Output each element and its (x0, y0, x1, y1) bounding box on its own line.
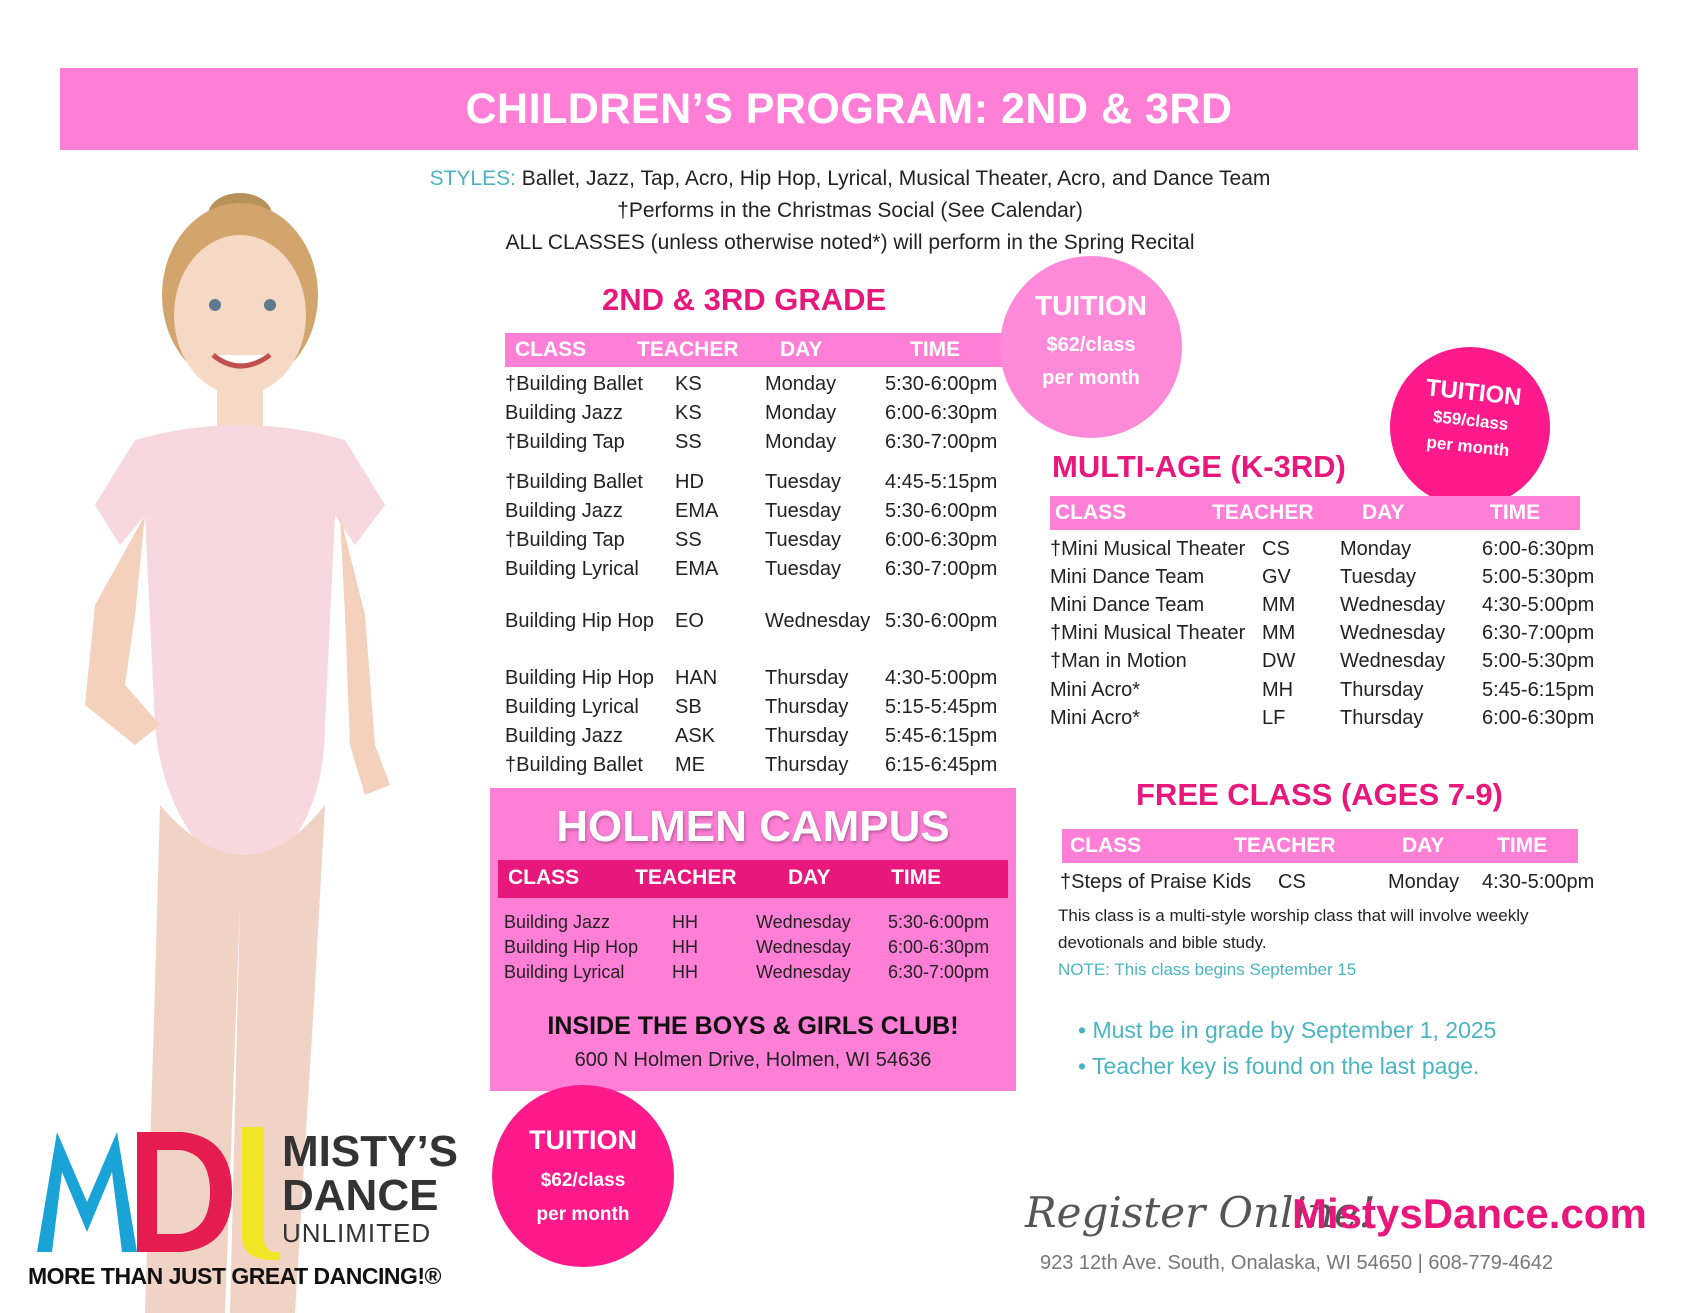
cell-day: Monday (765, 402, 837, 424)
col-time: TIME (1497, 834, 1548, 857)
cell-day: Thursday (765, 725, 849, 747)
col-class: CLASS (1055, 501, 1127, 524)
cell-teacher: MM (1262, 622, 1296, 644)
col-day: DAY (1402, 834, 1445, 857)
col-class: CLASS (515, 338, 587, 361)
cell-time: 6:00-6:30pm (1482, 538, 1595, 560)
col-day: DAY (780, 338, 823, 361)
cell-day: Monday (1388, 871, 1460, 893)
cell-time: 6:30-7:00pm (888, 962, 990, 982)
cell-teacher: MM (1262, 594, 1296, 616)
cell-teacher: HH (672, 937, 698, 957)
cell-time: 5:30-6:00pm (888, 912, 990, 932)
cell-time: 5:00-5:30pm (1482, 566, 1595, 588)
cell-class: †Building Ballet (505, 471, 643, 493)
cell-teacher: HH (672, 912, 698, 932)
bullet-grade: • Must be in grade by September 1, 2025 (1078, 1017, 1497, 1043)
cell-day: Tuesday (1340, 566, 1416, 588)
holmen-title: HOLMEN CAMPUS (556, 802, 950, 851)
cell-class: †Building Ballet (505, 373, 643, 395)
col-teacher: TEACHER (1212, 501, 1314, 524)
cell-class: Building Jazz (505, 402, 623, 424)
cell-class: Building Jazz (505, 500, 623, 522)
col-teacher: TEACHER (637, 338, 739, 361)
col-teacher: TEACHER (635, 866, 737, 889)
cell-day: Wednesday (756, 937, 851, 957)
cell-day: Monday (1340, 538, 1412, 560)
tuition-price: $59/class (1432, 407, 1510, 434)
free-class-description-1: This class is a multi-style worship class that will involve weekly (1058, 906, 1529, 925)
cell-day: Tuesday (765, 471, 841, 493)
tuition-badge-holmen (492, 1085, 674, 1267)
cell-teacher: CS (1262, 538, 1290, 560)
cell-time: 6:00-6:30pm (1482, 707, 1595, 729)
cell-time: 5:30-6:00pm (885, 610, 998, 632)
tuition-label: TUITION (1035, 290, 1147, 321)
col-time: TIME (910, 338, 961, 361)
page-title: CHILDREN’S PROGRAM: 2ND & 3RD (465, 84, 1233, 133)
cell-day: Thursday (765, 754, 849, 776)
register-online: Register Online! (1025, 1188, 1376, 1237)
cell-time: 4:45-5:15pm (885, 471, 998, 493)
cell-day: Thursday (1340, 679, 1424, 701)
tuition-label: TUITION (1424, 374, 1523, 412)
cell-time: 6:30-7:00pm (885, 558, 998, 580)
cell-day: Tuesday (765, 529, 841, 551)
cell-teacher: ME (675, 754, 705, 776)
cell-class: †Mini Musical Theater (1050, 622, 1246, 644)
multi-age-title: MULTI-AGE (K-3RD) (1052, 449, 1346, 484)
cell-time: 6:00-6:30pm (885, 529, 998, 551)
holmen-table-header (498, 860, 1008, 898)
cell-time: 5:15-5:45pm (885, 696, 998, 718)
cell-time: 6:30-7:00pm (1482, 622, 1595, 644)
cell-time: 4:30-5:00pm (1482, 871, 1595, 893)
cell-teacher: HH (672, 962, 698, 982)
cell-day: Wednesday (756, 962, 851, 982)
col-day: DAY (1362, 501, 1405, 524)
cell-class: Building Lyrical (505, 558, 639, 580)
tuition-period: per month (1042, 367, 1140, 389)
free-class-table-header (1062, 829, 1578, 863)
logo-line3: UNLIMITED (282, 1218, 432, 1248)
cell-teacher: GV (1262, 566, 1291, 588)
holmen-location-title: INSIDE THE BOYS & GIRLS CLUB! (547, 1012, 959, 1040)
cell-day: Tuesday (765, 558, 841, 580)
holmen-campus-box (490, 788, 1016, 1091)
cell-class: †Building Ballet (505, 754, 643, 776)
cell-teacher: DW (1262, 650, 1296, 672)
cell-time: 5:30-6:00pm (885, 373, 998, 395)
cell-day: Thursday (1340, 707, 1424, 729)
col-class: CLASS (508, 866, 580, 889)
tuition-price: $62/class (540, 1170, 626, 1191)
christmas-note: †Performs in the Christmas Social (See Calendar) (617, 199, 1083, 222)
styles-text: Ballet, Jazz, Tap, Acro, Hip Hop, Lyrical, Musical Theater, Acro, and Dance Team (515, 167, 1271, 190)
col-time: TIME (1490, 501, 1541, 524)
cell-day: Thursday (765, 696, 849, 718)
tuition-badge-multi (1382, 339, 1558, 515)
cell-time: 6:15-6:45pm (885, 754, 998, 776)
cell-day: Wednesday (1340, 622, 1446, 644)
cell-day: Monday (765, 373, 837, 395)
cell-teacher: MH (1262, 679, 1294, 701)
cell-teacher: EMA (675, 500, 719, 522)
tuition-period: per month (1425, 432, 1511, 461)
cell-teacher: HAN (675, 667, 718, 689)
cell-day: Wednesday (1340, 650, 1446, 672)
tuition-badge-main (1000, 256, 1182, 438)
footer-address: 923 12th Ave. South, Onalaska, WI 54650 | 608-779-4642 (1040, 1252, 1553, 1274)
cell-day: Wednesday (1340, 594, 1446, 616)
cell-class: Mini Acro* (1050, 679, 1141, 701)
cell-time: 6:30-7:00pm (885, 431, 998, 453)
cell-class: Building Hip Hop (505, 610, 654, 632)
cell-class: †Building Tap (505, 529, 625, 551)
cell-teacher: SS (675, 431, 702, 453)
multi-age-table-header (1050, 496, 1580, 530)
cell-time: 6:00-6:30pm (888, 937, 990, 957)
free-class-description-2: devotionals and bible study. (1058, 933, 1267, 952)
cell-class: †Steps of Praise Kids (1060, 871, 1252, 893)
cell-day: Wednesday (765, 610, 871, 632)
cell-time: 5:00-5:30pm (1482, 650, 1595, 672)
cell-class: Building Lyrical (504, 962, 625, 982)
cell-class: Building Hip Hop (505, 667, 654, 689)
cell-class: †Building Tap (505, 431, 625, 453)
cell-day: Wednesday (756, 912, 851, 932)
cell-time: 5:45-6:15pm (1482, 679, 1595, 701)
cell-day: Thursday (765, 667, 849, 689)
cell-teacher: EO (675, 610, 704, 632)
cell-time: 4:30-5:00pm (1482, 594, 1595, 616)
cell-teacher: SS (675, 529, 702, 551)
cell-class: Building Jazz (504, 912, 611, 932)
cell-teacher: ASK (675, 725, 716, 747)
cell-class: Building Lyrical (505, 696, 639, 718)
cell-class: †Man in Motion (1050, 650, 1187, 672)
cell-teacher: EMA (675, 558, 719, 580)
cell-day: Tuesday (765, 500, 841, 522)
cell-teacher: KS (675, 373, 702, 395)
grade-table-header (505, 333, 1005, 367)
col-time: TIME (891, 866, 942, 889)
logo-line1: MISTY’S (282, 1127, 459, 1176)
cell-class: †Mini Musical Theater (1050, 538, 1246, 560)
cell-teacher: HD (675, 471, 704, 493)
bullet-teacher-key: • Teacher key is found on the last page. (1078, 1053, 1480, 1079)
grade-section-title: 2ND & 3RD GRADE (602, 282, 887, 317)
tuition-price: $62/class (1046, 334, 1136, 356)
styles-line (300, 167, 1400, 191)
cell-time: 4:30-5:00pm (885, 667, 998, 689)
cell-class: Building Jazz (505, 725, 623, 747)
col-teacher: TEACHER (1234, 834, 1336, 857)
styles-label: STYLES: (429, 167, 516, 190)
cell-day: Monday (765, 431, 837, 453)
cell-class: Mini Acro* (1050, 707, 1141, 729)
logo-line2: DANCE (282, 1171, 439, 1220)
recital-note: ALL CLASSES (unless otherwise noted*) will perform in the Spring Recital (505, 231, 1195, 254)
mdu-logo-mark (32, 1122, 282, 1262)
col-day: DAY (788, 866, 831, 889)
col-class: CLASS (1070, 834, 1142, 857)
cell-teacher: KS (675, 402, 702, 424)
holmen-address: 600 N Holmen Drive, Holmen, WI 54636 (574, 1049, 932, 1071)
cell-teacher: SB (675, 696, 702, 718)
cell-teacher: CS (1278, 871, 1306, 893)
cell-teacher: LF (1262, 707, 1286, 729)
cell-time: 5:30-6:00pm (885, 500, 998, 522)
website-link[interactable]: MistysDance.com (1292, 1190, 1647, 1237)
cell-time: 6:00-6:30pm (885, 402, 998, 424)
cell-class: Mini Dance Team (1050, 594, 1205, 616)
cell-class: Mini Dance Team (1050, 566, 1205, 588)
cell-time: 5:45-6:15pm (885, 725, 998, 747)
cell-class: Building Hip Hop (504, 937, 639, 957)
page-title-banner (60, 68, 1638, 150)
tuition-label: TUITION (529, 1125, 637, 1155)
logo-tagline: MORE THAN JUST GREAT DANCING!® (28, 1263, 441, 1289)
tuition-period: per month (536, 1204, 630, 1225)
free-class-title: FREE CLASS (AGES 7-9) (1136, 777, 1503, 812)
free-class-note: NOTE: This class begins September 15 (1058, 960, 1357, 979)
